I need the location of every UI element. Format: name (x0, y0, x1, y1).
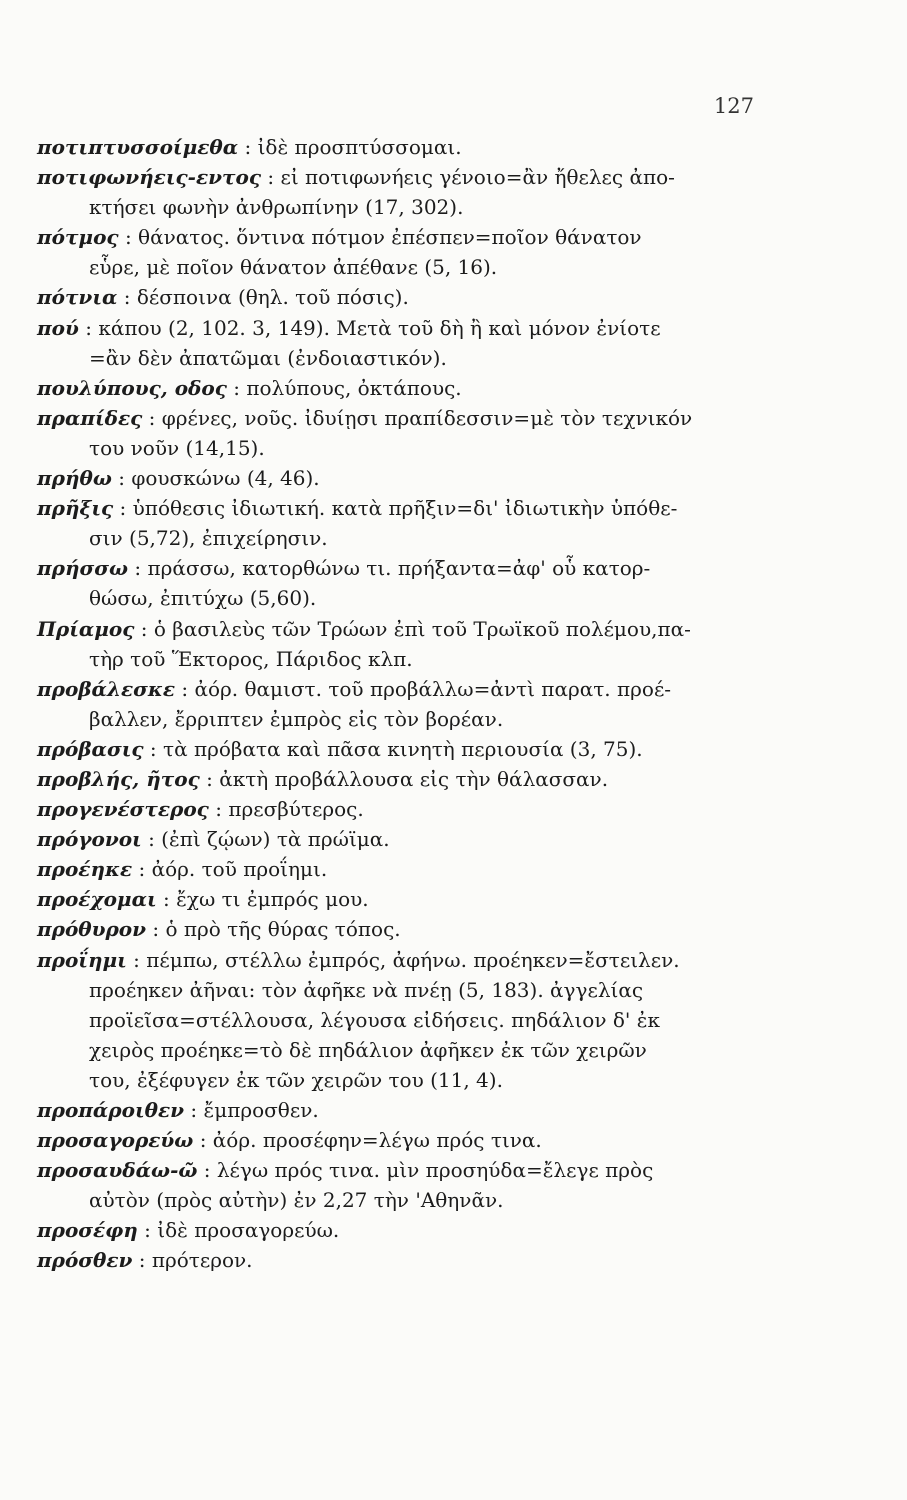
entry-separator: : (261, 165, 281, 190)
entry-continuation: θώσω, ἐπιτύχω (5,60). (89, 586, 317, 611)
entry-definition: πέμπω, στέλλω ἐμπρός, ἀφήνω. προέηκεν=ἔστειλεν. (146, 947, 680, 972)
entry-definition: ὑπόθεσις ἰδιωτική. κατὰ πρῆξιν=δι' ἰδιωτικὴν ὑπόθε- (132, 496, 678, 521)
entry-continuation: του, ἐξέφυγεν ἐκ τῶν χειρῶν του (11, 4). (89, 1067, 503, 1092)
entry-separator: : (184, 1098, 204, 1122)
entry-definition: ἰδὲ προσαγορεύω. (157, 1218, 340, 1243)
entry-separator: : (113, 496, 133, 521)
glossary-entry (37, 553, 759, 613)
entry-definition: πολύπους, ὀκτάπους. (246, 375, 462, 400)
entry-separator: : (146, 917, 166, 942)
entry-definition: πράσσω, κατορθώνω τι. πρήξαντα=ἀφ' οὗ κατορ- (147, 556, 651, 581)
page-number: 127 (713, 94, 754, 118)
glossary-entry (37, 824, 759, 854)
entry-separator: : (193, 1128, 213, 1153)
glossary-entry (37, 222, 759, 282)
glossary-entry (37, 1125, 759, 1155)
entry-continuation: κτήσει φωνὴν ἀνθρωπίνην (17, 302). (89, 195, 464, 220)
entry-definition: κάπου (2, 102. 3, 149). Μετὰ τοῦ δὴ ἢ καὶ μόνον ἐνίοτε (98, 315, 661, 340)
glossary-entry (37, 463, 759, 493)
glossary-entry (37, 132, 759, 162)
entry-separator: : (208, 797, 229, 822)
entry-headword: πρόθυρον (37, 917, 147, 942)
glossary-entry (37, 493, 759, 553)
entry-headword: πού (37, 315, 79, 340)
glossary-entry (37, 282, 759, 312)
entry-separator: : (118, 225, 139, 250)
entry-definition: ἀκτὴ προβάλλουσα εἰς τὴν θάλασσαν. (219, 766, 609, 791)
entry-headword: πραπίδες (37, 405, 143, 430)
glossary-entry (37, 614, 759, 674)
entry-definition: ἀόρ. τοῦ προΐημι. (151, 857, 328, 882)
entry-headword: πουλύπους, οδος (37, 375, 227, 400)
entry-separator: : (156, 887, 177, 912)
glossary-entry (37, 794, 759, 824)
glossary-entry (37, 884, 759, 914)
glossary-entry (37, 1215, 759, 1245)
entry-headword: ποτιφωνήεις-εντος (37, 165, 261, 190)
entry-headword: προΐημι (37, 947, 127, 972)
entry-continuation: του νοῦν (14,15). (89, 435, 265, 460)
entry-continuation: προϊεῖσα=στέλλουσα, λέγουσα εἰδήσεις. πηδάλιον δ' ἐκ (89, 1007, 660, 1032)
entry-headword: Πρίαμος (37, 616, 135, 641)
entry-separator: : (175, 676, 195, 701)
entry-headword: προέηκε (37, 857, 133, 882)
entry-separator: : (78, 315, 99, 340)
entry-definition: ὁ πρὸ τῆς θύρας τόπος. (165, 917, 401, 942)
entry-headword: προέχομαι (37, 887, 157, 912)
entry-separator: : (137, 1218, 158, 1243)
entry-definition: πρότερον. (151, 1248, 253, 1273)
entry-separator: : (111, 466, 132, 491)
entry-headword: πρήθω (37, 466, 112, 491)
entry-definition: ἀόρ. θαμιστ. τοῦ προβάλλω=ἀντὶ παρατ. προέ- (194, 676, 672, 701)
entry-separator: : (142, 405, 162, 430)
entry-continuation: χειρὸς προέηκε=τὸ δὲ πηδάλιον ἀφῆκεν ἐκ τῶν χειρῶν (89, 1037, 647, 1062)
entry-headword: πότνια (37, 285, 118, 310)
entry-definition: φουσκώνω (4, 46). (131, 466, 320, 491)
entry-separator: : (226, 375, 247, 400)
entry-headword: προπάροιθεν (37, 1098, 185, 1122)
entry-headword: πρόσθεν (37, 1248, 133, 1273)
glossary-entry (37, 313, 759, 373)
entry-headword: προσαγορεύω (37, 1128, 194, 1153)
entry-continuation: τὴρ τοῦ Ἕκτορος, Πάριδος κλπ. (89, 646, 413, 671)
glossary-entry (37, 1095, 759, 1125)
entry-definition: εἰ ποτιφωνήεις γένοιο=ἂν ἤθελες ἀπο- (280, 165, 675, 190)
entry-definition: ὁ βασιλεὺς τῶν Τρώων ἐπὶ τοῦ Τρωϊκοῦ πολέμου,πα- (153, 616, 691, 641)
entry-headword: πρόγονοι (37, 827, 142, 852)
entry-separator: : (238, 135, 258, 159)
glossary-entry (37, 945, 759, 1095)
entry-definition: τὰ πρόβατα καὶ πᾶσα κινητὴ περιουσία (3, 75). (163, 736, 643, 761)
entry-headword: πρήσσω (37, 556, 129, 581)
glossary-entry (37, 403, 759, 463)
entry-headword: πρῆξις (37, 496, 114, 521)
glossary-entry (37, 914, 759, 944)
entry-separator: : (117, 285, 137, 310)
entry-separator: : (132, 1248, 152, 1273)
entry-definition: ἔμπροσθεν. (203, 1098, 319, 1122)
entry-definition: θάνατος. ὅντινα πότμον ἐπέσπεν=ποῖον θάνατον (138, 225, 642, 250)
entry-continuation: =ἂν δὲν ἀπατῶμαι (ἐνδοιαστικόν). (89, 345, 447, 370)
glossary-entry (37, 162, 759, 222)
entry-separator: : (199, 766, 220, 791)
entry-headword: πρόβασις (37, 736, 144, 761)
entry-headword: προσαυδάω-ῶ (37, 1158, 198, 1183)
entry-headword: προβλής, ῆτος (37, 766, 200, 791)
entry-separator: : (141, 827, 162, 852)
glossary-entries (37, 132, 759, 1276)
entry-separator: : (143, 736, 164, 761)
entry-definition: ἔχω τι ἐμπρός μου. (176, 887, 369, 912)
entry-continuation: βαλλεν, ἔρριπτεν ἐμπρὸς εἰς τὸν βορέαν. (89, 706, 504, 731)
entry-continuation: εὗρε, μὲ ποῖον θάνατον ἀπέθανε (5, 16). (89, 255, 498, 280)
entry-definition: ἀόρ. προσέφην=λέγω πρός τινα. (212, 1128, 542, 1153)
entry-separator: : (128, 556, 148, 581)
entry-definition: δέσποινα (θηλ. τοῦ πόσις). (136, 285, 409, 310)
entry-headword: προβάλεσκε (37, 676, 176, 701)
entry-separator: : (197, 1158, 217, 1183)
entry-headword: ποτιπτυσσοίμεθα (37, 135, 239, 159)
glossary-entry (37, 764, 759, 794)
entry-definition: φρένες, νοῦς. ἰδυίῃσι πραπίδεσσιν=μὲ τὸν τεχνικόν (161, 405, 693, 430)
entry-continuation: προέηκεν ἀῆναι: τὸν ἀφῆκε νὰ πνέῃ (5, 183). ἀγγελίας (89, 977, 644, 1002)
entry-separator: : (134, 616, 154, 641)
glossary-entry (37, 674, 759, 734)
glossary-entry (37, 854, 759, 884)
entry-definition: πρεσβύτερος. (228, 797, 364, 822)
entry-separator: : (126, 947, 147, 972)
entry-headword: προσέφη (37, 1218, 138, 1243)
entry-headword: πότμος (37, 225, 119, 250)
glossary-entry (37, 734, 759, 764)
entry-definition: λέγω πρός τινα. μὶν προσηύδα=ἔλεγε πρὸς (216, 1158, 654, 1183)
entry-separator: : (132, 857, 152, 882)
entry-definition: ἰδὲ προσπτύσσομαι. (257, 135, 462, 159)
entry-continuation: αὐτὸν (πρὸς αὐτὴν) ἐν 2,27 τὴν 'Αθηνᾶν. (89, 1188, 504, 1213)
entry-definition: (ἐπὶ ζῴων) τὰ πρώϊμα. (161, 827, 390, 852)
entry-continuation: σιν (5,72), ἐπιχείρησιν. (89, 526, 328, 551)
glossary-entry (37, 1155, 759, 1215)
entry-headword: προγενέστερος (37, 797, 209, 822)
glossary-entry (37, 373, 759, 403)
glossary-entry (37, 1245, 759, 1275)
